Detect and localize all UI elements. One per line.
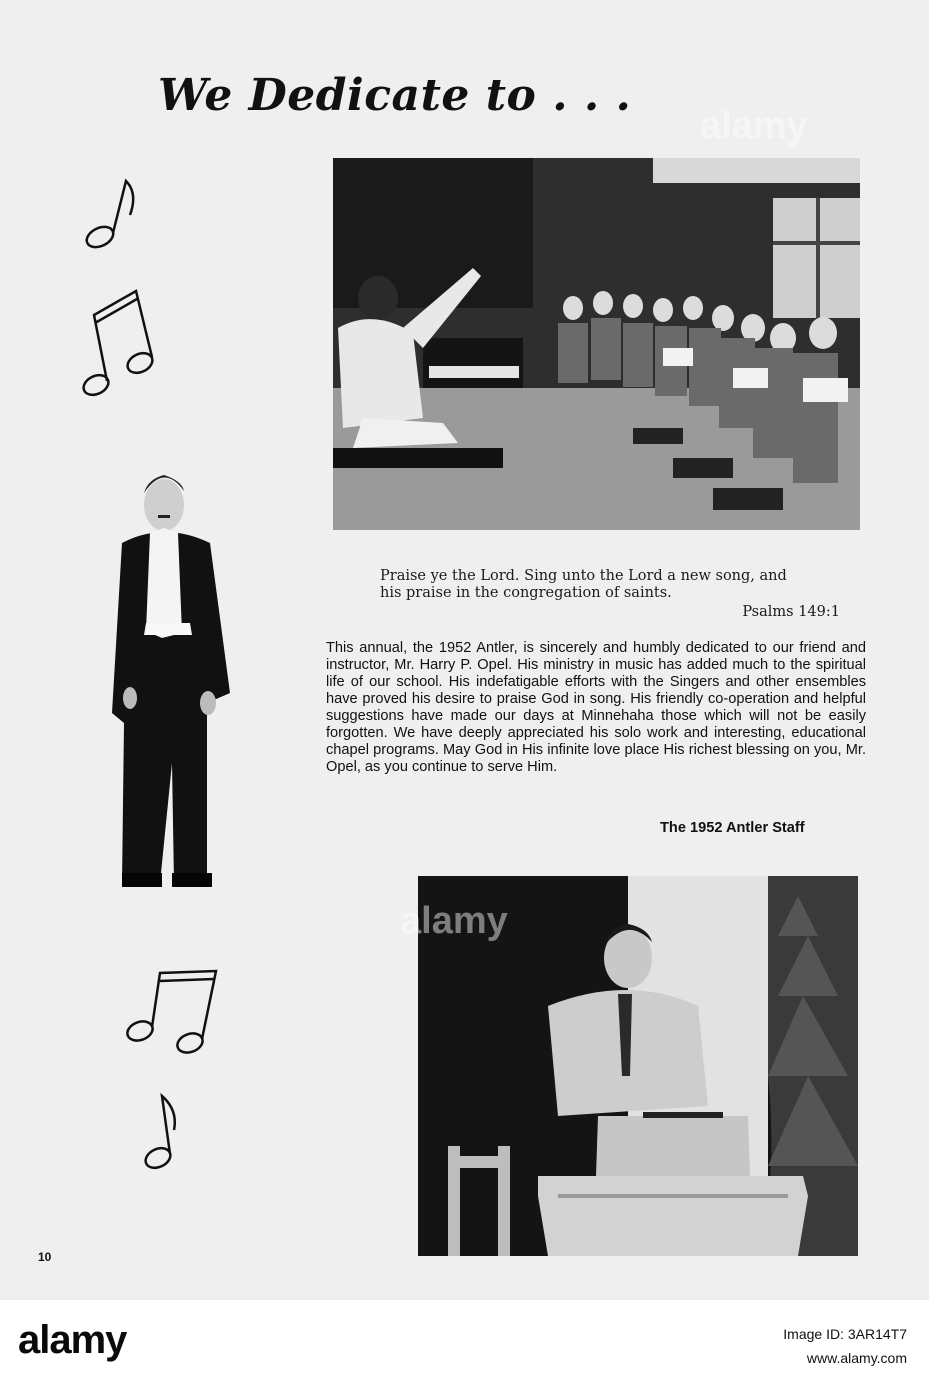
page-number: 10 [38, 1250, 52, 1264]
beamed-notes-icon [120, 965, 230, 1065]
dedication-paragraph: This annual, the 1952 Antler, is sincerely and humbly dedicated to our friend and instructor, Mr. Harry P. Opel. His ministry in music has added much to the spiritual life of our school. His indefatigable efforts with the Singers and other ensembles have proved his desire to praise God in song. His friendly co-operation and helpful suggestions have made our days at Minnehaha those which will not be easily forgotten. We have deeply appreciated his solo work and interesting, educational chapel programs. May God in His infinite love place His richest blessing on you, Mr. Opel, as you continue to serve Him. [326, 640, 866, 775]
eighth-note-icon [80, 175, 150, 255]
brand-logo: alamy [18, 1318, 127, 1362]
choir-rehearsal-photo [333, 158, 860, 530]
dedication-signature: The 1952 Antler Staff [660, 820, 805, 836]
beamed-notes-icon [78, 285, 168, 405]
watermark-brand: alamy [700, 105, 808, 147]
man-in-tuxedo-photo [112, 463, 242, 893]
page-title: We Dedicate to . . . [158, 70, 632, 121]
verse-line: his praise in the congregation of saints. [380, 585, 672, 601]
watermark-brand: alamy [400, 900, 508, 942]
verse-line: Praise ye the Lord. Sing unto the Lord a new song, and [380, 568, 787, 584]
eighth-note-icon [138, 1090, 198, 1175]
stock-footer [0, 1300, 929, 1390]
site-url: www.alamy.com [806, 1350, 907, 1366]
verse-reference: Psalms 149:1 [742, 604, 840, 620]
scripture-verse [380, 568, 840, 621]
image-id-label: Image ID: 3AR14T7 [783, 1326, 907, 1342]
